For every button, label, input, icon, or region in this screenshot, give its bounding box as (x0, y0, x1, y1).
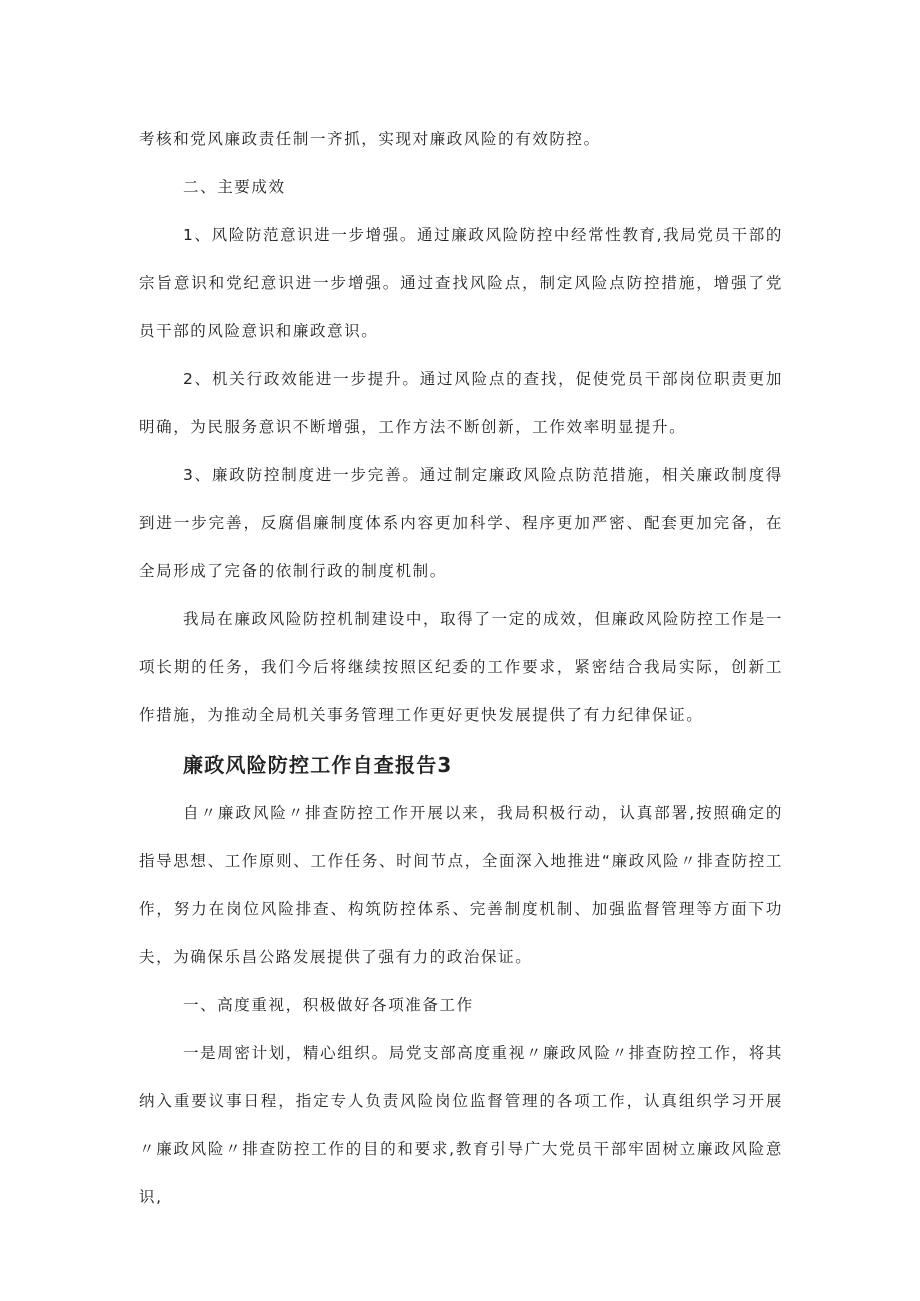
paragraph-result-1: 1、风险防范意识进一步增强。通过廉政风险防控中经常性教育,我局党员干部的宗旨意识和党纪意识进一步增强。通过查找风险点，制定风险点防控措施，增强了党员干部的风险意识和廉政意识。 (139, 226, 783, 340)
paragraph-intro: 自〃廉政风险〃排查防控工作开展以来，我局积极行动，认真部署,按照确定的指导思想、工作原则、工作任务、时间节点，全面深入地推进“廉政风险〃排查防控工作，努力在岗位风险排查、构筑防控体系、完善制度机制、加强监督管理等方面下功夫，为确保乐昌公路发展提供了强有力的政治保证。 (139, 804, 783, 966)
section-heading-main-results: 二、主要成效 (183, 178, 286, 196)
document-title-heading: 廉政风险防控工作自查报告3 (183, 753, 453, 777)
paragraph-planning: 一是周密计划，精心组织。局党支部高度重视〃廉政风险〃排查防控工作，将其纳入重要议事日程，指定专人负责风险岗位监督管理的各项工作，认真组织学习开展〃廉政风险〃排查防控工作的目的和要求,教育引导广大党员干部牢固树立廉政风险意识, (139, 1044, 783, 1206)
paragraph-result-3: 3、廉政防控制度进一步完善。通过制定廉政风险点防范措施，相关廉政制度得到进一步完善，反腐倡廉制度体系内容更加科学、程序更加严密、配套更加完备，在全局形成了完备的依制行政的制度机制。 (139, 466, 783, 580)
paragraph-result-2: 2、机关行政效能进一步提升。通过风险点的查找，促使党员干部岗位职责更加明确，为民服务意识不断增强，工作方法不断创新，工作效率明显提升。 (139, 370, 783, 436)
paragraph-summary: 我局在廉政风险防控机制建设中，取得了一定的成效，但廉政风险防控工作是一项长期的任务，我们今后将继续按照区纪委的工作要求，紧密结合我局实际，创新工作措施，为推动全局机关事务管理工作更好更快发展提供了有力纪律保证。 (139, 610, 783, 724)
section-heading-preparation: 一、高度重视，积极做好各项准备工作 (183, 996, 474, 1014)
paragraph-continuation: 考核和党风廉政责任制一齐抓，实现对廉政风险的有效防控。 (139, 130, 601, 148)
